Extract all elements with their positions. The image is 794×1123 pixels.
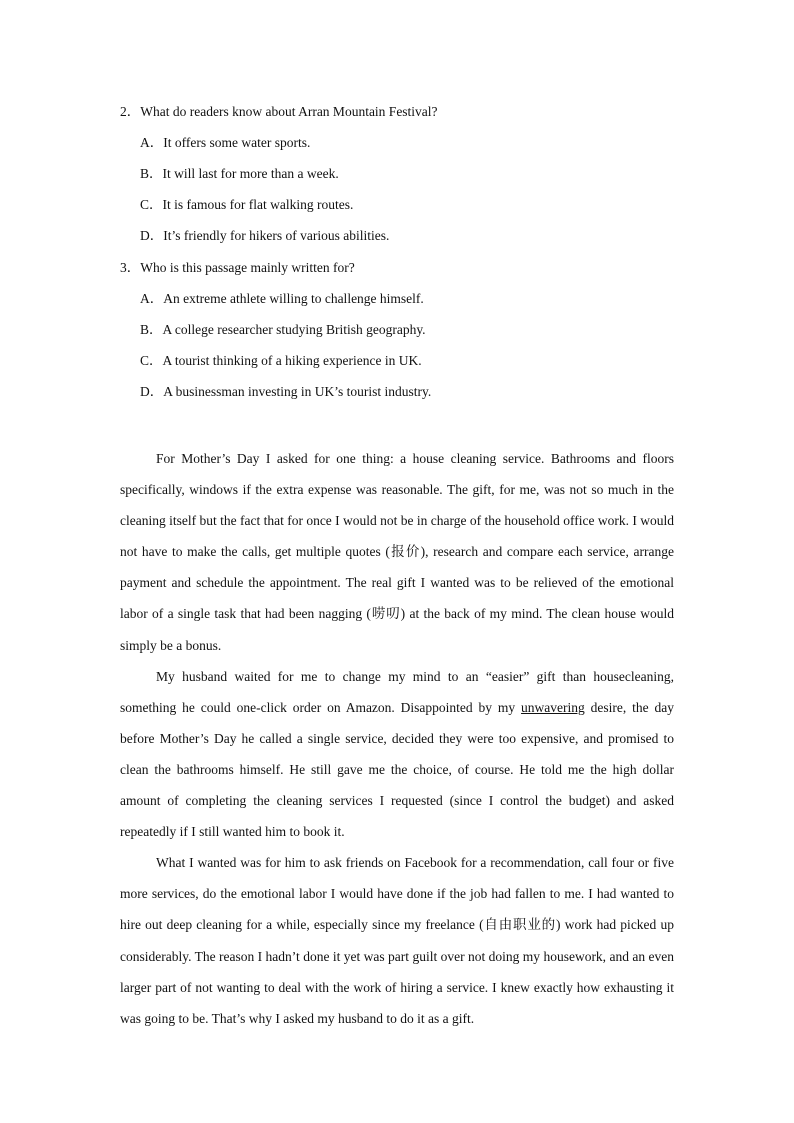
passage-paragraph-3: What I wanted was for him to ask friends on Facebook for a recommendation, call four or five more services, do the emotional labor I would have done if the job had fallen to me. I had wanted to hire out deep cleaning for a while, especially since my freelance (自由职业的) work had picked up considerably. The reason I hadn’t done it yet was part guilt over not doing my housework, and an even larger part of not wanting to deal with the work of hiring a service. I knew exactly how exhausting it was going to be. That’s why I asked my husband to do it as a gift. — [120, 855, 674, 1026]
question-2-option-d — [140, 226, 389, 246]
passage-paragraph-1: For Mother’s Day I asked for one thing: a house cleaning service. Bathrooms and floors specifically, windows if the extra expense was reasonable. The gift, for me, was not so much in the cleaning itself but the fact that for once I would not be in charge of the household office work. I would not have to make the calls, get multiple quotes (报价), research and compare each service, arrange payment and schedule the appointment. The real gift I wanted was to be relieved of the emotional labor of a single task that had been nagging (唠叨) at the back of my mind. The clean house would simply be a bonus. — [120, 451, 674, 653]
option-label: A． — [140, 291, 164, 306]
option-label: A． — [140, 135, 164, 150]
question-text: Who is this passage mainly written for? — [140, 260, 355, 275]
reading-passage — [120, 443, 674, 1034]
question-3 — [120, 258, 355, 278]
paragraph-text: desire, the day before Mother’s Day he called a single service, decided they were too expensive, and promised to clean the bathrooms himself. He still gave me the choice, of course. He told me the high dollar amount of completing the cleaning services I requested (since I control the budget) and asked repeatedly if I still wanted him to book it. — [120, 699, 674, 840]
option-label: C． — [140, 353, 163, 368]
option-text: A tourist thinking of a hiking experience in UK. — [162, 353, 422, 368]
question-text: What do readers know about Arran Mountain Festival? — [140, 104, 438, 119]
paragraph-text: My husband waited for me to change my mind to an “easier” gift than housecleaning, something he could one-click order on Amazon. Disappointed by my — [120, 668, 674, 715]
option-label: B． — [140, 322, 163, 337]
option-label: D． — [140, 384, 164, 399]
question-number: 2． — [120, 104, 141, 119]
question-3-option-a — [140, 289, 424, 309]
option-label: B． — [140, 166, 163, 181]
question-2 — [120, 102, 438, 122]
option-label: D． — [140, 228, 164, 243]
question-2-option-a — [140, 133, 310, 153]
passage-paragraph-2 — [120, 661, 674, 848]
option-text: A college researcher studying British geography. — [162, 322, 426, 337]
option-text: It is famous for flat walking routes. — [162, 197, 354, 212]
question-2-option-b — [140, 164, 339, 184]
option-text: It will last for more than a week. — [162, 166, 339, 181]
question-number: 3． — [120, 260, 141, 275]
question-3-option-d — [140, 382, 431, 402]
underlined-word: unwavering — [521, 699, 585, 715]
question-2-option-c — [140, 195, 353, 215]
option-text: It’s friendly for hikers of various abilities. — [163, 228, 390, 243]
option-text: A businessman investing in UK’s tourist industry. — [163, 384, 432, 399]
option-text: It offers some water sports. — [163, 135, 311, 150]
question-3-option-b — [140, 320, 426, 340]
option-text: An extreme athlete willing to challenge himself. — [163, 291, 424, 306]
option-label: C． — [140, 197, 163, 212]
question-3-option-c — [140, 351, 422, 371]
